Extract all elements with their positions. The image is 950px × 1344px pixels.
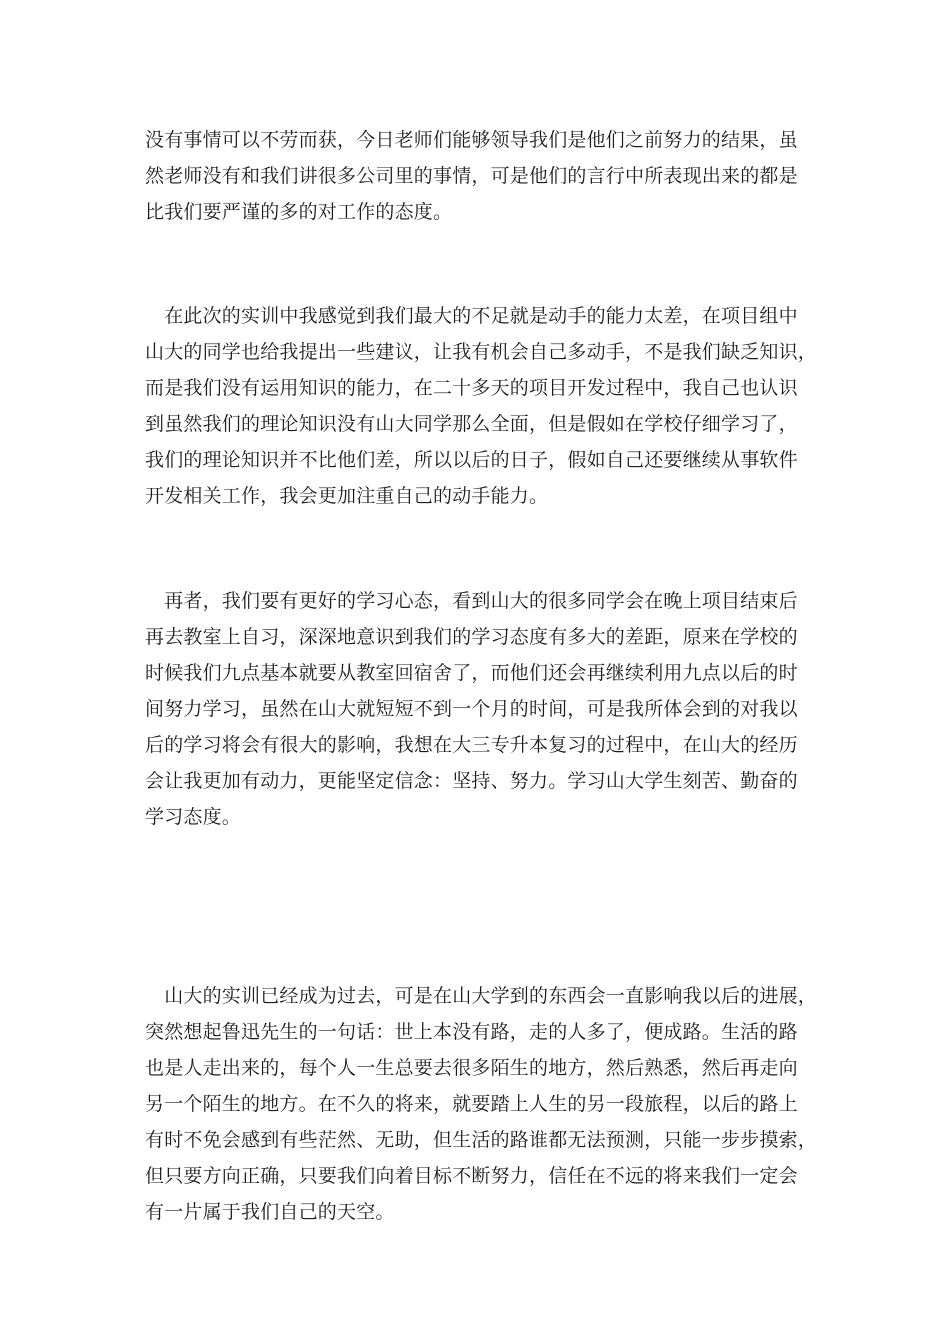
text-line: 再者，我们要有更好的学习心态，看到山大的很多同学会在晚上项目结束后 — [145, 590, 798, 612]
text-line: 有时不免会感到有些茫然、无助，但生活的路谁都无法预测，只能一步步摸索， — [145, 1129, 818, 1151]
paragraph-2 — [145, 298, 825, 514]
paragraph-3 — [145, 583, 825, 835]
text-line: 开发相关工作，我会更加注重自己的动手能力。 — [145, 485, 549, 507]
text-line: 另一个陌生的地方。在不久的将来，就要踏上人生的另一段旅程，以后的路上 — [145, 1093, 798, 1115]
paragraph-1 — [145, 122, 825, 230]
text-line: 但只要方向正确，只要我们向着目标不断努力，信任在不远的将来我们一定会 — [145, 1165, 798, 1187]
text-line: 时候我们九点基本就要从教室回宿舍了，而他们还会再继续利用九点以后的时 — [145, 662, 798, 684]
text-line: 山大的实训已经成为过去，可是在山大学到的东西会一直影响我以后的进展， — [145, 985, 818, 1007]
text-line: 然老师没有和我们讲很多公司里的事情，可是他们的言行中所表现出来的都是 — [145, 165, 798, 187]
text-line: 在此次的实训中我感觉到我们最大的不足就是动手的能力太差，在项目组中 — [145, 305, 798, 327]
text-line: 间努力学习，虽然在山大就短短不到一个月的时间，可是我所体会到的对我以 — [145, 698, 798, 720]
text-line: 有一片属于我们自己的天空。 — [145, 1201, 395, 1223]
text-line: 后的学习将会有很大的影响，我想在大三专升本复习的过程中，在山大的经历 — [145, 734, 798, 756]
text-line: 到虽然我们的理论知识没有山大同学那么全面，但是假如在学校仔细学习了， — [145, 413, 798, 435]
text-line: 比我们要严谨的多的对工作的态度。 — [145, 201, 453, 223]
text-line: 突然想起鲁迅先生的一句话：世上本没有路，走的人多了，便成路。生活的路 — [145, 1021, 798, 1043]
text-line: 学习态度。 — [145, 806, 242, 828]
text-line: 会让我更加有动力，更能坚定信念：坚持、努力。学习山大学生刻苦、勤奋的 — [145, 770, 798, 792]
paragraph-4 — [145, 978, 825, 1230]
text-line: 再去教室上自习，深深地意识到我们的学习态度有多大的差距，原来在学校的 — [145, 626, 798, 648]
text-line: 山大的同学也给我提出一些建议，让我有机会自己多动手，不是我们缺乏知识， — [145, 341, 818, 363]
text-line: 也是人走出来的，每个人一生总要去很多陌生的地方，然后熟悉，然后再走向 — [145, 1057, 798, 1079]
text-line: 我们的理论知识并不比他们差，所以以后的日子，假如自己还要继续从事软件 — [145, 449, 798, 471]
text-line: 而是我们没有运用知识的能力，在二十多天的项目开发过程中，我自己也认识 — [145, 377, 798, 399]
text-line: 没有事情可以不劳而获，今日老师们能够领导我们是他们之前努力的结果，虽 — [145, 129, 798, 151]
